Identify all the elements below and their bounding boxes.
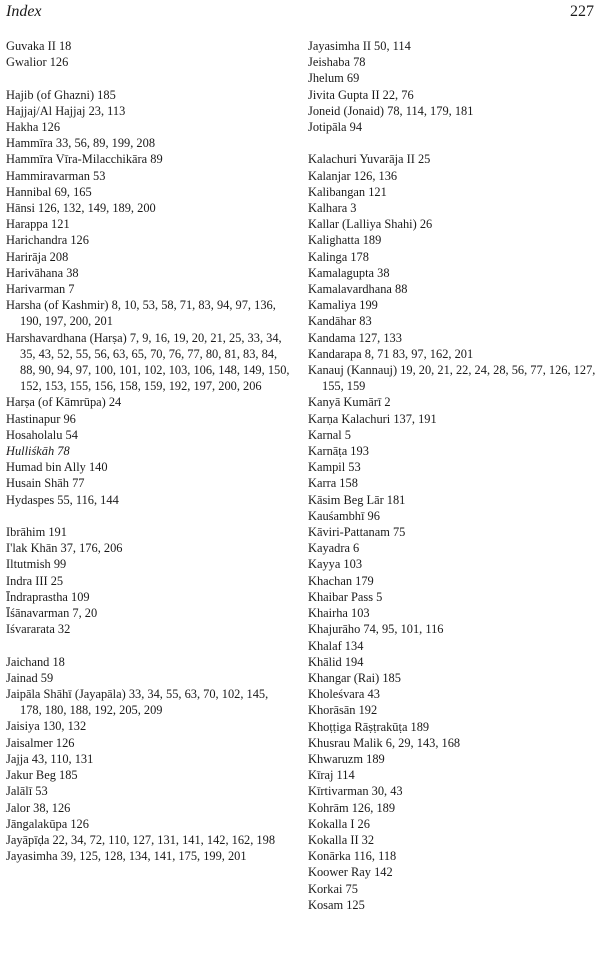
index-entry: Iśvararata 32 bbox=[6, 622, 71, 637]
index-entry: Hakha 126 bbox=[6, 120, 61, 134]
index-entry: Harivarman 7 bbox=[6, 282, 75, 297]
letter-group-gap bbox=[308, 135, 596, 151]
index-entry: Kokalla I 26 bbox=[308, 816, 370, 831]
index-entry: Kohrām 126, 189 bbox=[308, 800, 396, 815]
index-entry: Jotipāla 94 bbox=[308, 120, 363, 135]
index-entry: Hulliśkāh 78 bbox=[6, 444, 70, 459]
index-entry: Kalanjar 126, 136 bbox=[308, 168, 398, 183]
index-entry: Kosam 125 bbox=[308, 897, 365, 912]
index-entry: Jakur Beg 185 bbox=[6, 768, 78, 783]
index-entry: Hosaholalu 54 bbox=[6, 427, 78, 442]
index-entry: Hastinapur 96 bbox=[6, 411, 76, 426]
index-entry: Kīraj 114 bbox=[308, 768, 355, 783]
index-entry: Jaisiya 130, 132 bbox=[6, 719, 87, 734]
index-entry: Hydaspes 55, 116, 144 bbox=[6, 492, 119, 507]
running-head-title: Index bbox=[6, 3, 42, 20]
index-entry: Jayasimha II 50, 114 bbox=[308, 39, 411, 53]
index-entry: Kallar (Lalliya Shahi) 26 bbox=[308, 217, 433, 232]
letter-group-gap bbox=[6, 70, 290, 86]
index-entry: Jajja 43, 110, 131 bbox=[6, 751, 94, 766]
index-entry: Hammiravarman 53 bbox=[6, 168, 106, 183]
index-entry: Jeishaba 78 bbox=[308, 55, 366, 70]
index-entry: Khālid 194 bbox=[308, 654, 364, 669]
index-entry: Kauśambhī 96 bbox=[308, 508, 380, 523]
index-entry: Harsha (of Kashmir) 8, 10, 53, 58, 71, 83, 94, 97, 136, 190, 197, 200, 201 bbox=[6, 298, 276, 329]
index-entry: Kalinga 178 bbox=[308, 249, 369, 264]
index-entry: Jhelum 69 bbox=[308, 71, 360, 86]
index-column-right bbox=[308, 38, 596, 913]
index-entry: Jivita Gupta II 22, 76 bbox=[308, 87, 414, 102]
index-entry: Kandāhar 83 bbox=[308, 314, 372, 329]
index-entry: Karṇa Kalachuri 137, 191 bbox=[308, 411, 437, 426]
index-entry: Koower Ray 142 bbox=[308, 865, 393, 880]
index-entry: Kāsim Beg Lār 181 bbox=[308, 492, 406, 507]
index-entry: Kayadra 6 bbox=[308, 541, 360, 556]
index-entry: Harappa 121 bbox=[6, 217, 70, 232]
index-entry: Husain Shāh 77 bbox=[6, 476, 85, 491]
index-entry: Khairha 103 bbox=[308, 606, 370, 621]
index-entry: Gwalior 126 bbox=[6, 55, 69, 70]
index-entry: Jalor 38, 126 bbox=[6, 800, 71, 815]
index-entry: Karnāṭa 193 bbox=[308, 444, 369, 459]
index-entry: Īśānavarman 7, 20 bbox=[6, 606, 98, 621]
index-entry: Kalhara 3 bbox=[308, 201, 357, 216]
index-entry: Khaibar Pass 5 bbox=[308, 589, 383, 604]
index-entry: Hammīra 33, 56, 89, 199, 208 bbox=[6, 136, 156, 151]
index-entry: Harshavardhana (Harṣa) 7, 9, 16, 19, 20, 21, 25, 33, 34, 35, 43, 52, 55, 56, 63, 65, 70, 76, 77, 80, 81, 83, 84, 88, 90, 94, 97, 100, 101, 102, 103, 106, 148, 149, 150, 152, 153, 155, 156, 158, 159, 192, 197, 200, 206 bbox=[6, 330, 290, 394]
index-entry: Kamalavardhana 88 bbox=[308, 282, 408, 297]
index-entry: I'lak Khān 37, 176, 206 bbox=[6, 541, 123, 556]
index-entry: Khusrau Malik 6, 29, 143, 168 bbox=[308, 735, 461, 750]
index-entry: Kholeśvara 43 bbox=[308, 687, 380, 702]
index-entry: Korkai 75 bbox=[308, 881, 358, 896]
index-entry: Kanauj (Kannauj) 19, 20, 21, 22, 24, 28, 56, 77, 126, 127, 155, 159 bbox=[308, 363, 596, 394]
index-entry: Kāviri-Pattanam 75 bbox=[308, 525, 406, 540]
index-entry: Harivāhana 38 bbox=[6, 265, 79, 280]
page-number: 227 bbox=[570, 3, 594, 20]
index-entry: Kayya 103 bbox=[308, 557, 363, 572]
index-entry: Īndraprastha 109 bbox=[6, 589, 90, 604]
index-entry: Khangar (Rai) 185 bbox=[308, 670, 401, 685]
index-entry: Hannibal 69, 165 bbox=[6, 184, 92, 199]
index-entry: Khachan 179 bbox=[308, 573, 374, 588]
index-entry: Jalālī 53 bbox=[6, 784, 48, 799]
index-entry: Kandarapa 8, 71 83, 97, 162, 201 bbox=[308, 346, 474, 361]
index-entry: Jaichand 18 bbox=[6, 654, 65, 669]
index-entry: Kampil 53 bbox=[308, 460, 361, 475]
index-entry: Hajib (of Ghazni) 185 bbox=[6, 87, 116, 102]
index-entry: Jayasimha 39, 125, 128, 134, 141, 175, 199, 201 bbox=[6, 849, 247, 864]
index-entry: Kamaliya 199 bbox=[308, 298, 378, 313]
index-entry: Khajurāho 74, 95, 101, 116 bbox=[308, 622, 444, 637]
index-entry: Indra III 25 bbox=[6, 573, 64, 588]
index-entry: Kanyā Kumārī 2 bbox=[308, 395, 391, 410]
index-entry: Kamalagupta 38 bbox=[308, 265, 390, 280]
index-entry: Iltutmish 99 bbox=[6, 557, 67, 572]
index-entry: Kokalla II 32 bbox=[308, 832, 375, 847]
index-entry: Karra 158 bbox=[308, 476, 358, 491]
letter-group-gap bbox=[6, 508, 290, 524]
index-entry: Jainad 59 bbox=[6, 670, 54, 685]
index-entry: Jaisalmer 126 bbox=[6, 735, 75, 750]
index-entry: Khoṭṭiga Rāṣṭrakūṭa 189 bbox=[308, 719, 430, 734]
index-entry: Humad bin Ally 140 bbox=[6, 460, 108, 475]
index-entry: Kalighatta 189 bbox=[308, 233, 382, 248]
letter-group-gap bbox=[6, 637, 290, 653]
index-entry: Kandama 127, 133 bbox=[308, 330, 402, 345]
index-entry: Khwaruzm 189 bbox=[308, 751, 385, 766]
index-entry: Konārka 116, 118 bbox=[308, 849, 397, 864]
index-column-left bbox=[6, 38, 290, 864]
index-entry: Hammīra Vīra-Milacchikāra 89 bbox=[6, 152, 163, 167]
index-entry: Guvaka II 18 bbox=[6, 39, 72, 53]
index-entry: Karnal 5 bbox=[308, 427, 352, 442]
index-entry: Hajjaj/Al Hajjaj 23, 113 bbox=[6, 103, 126, 118]
index-entry: Hānsi 126, 132, 149, 189, 200 bbox=[6, 201, 156, 216]
index-entry: Ibrāhim 191 bbox=[6, 525, 67, 540]
index-entry: Khalaf 134 bbox=[308, 638, 364, 653]
index-entry: Harirāja 208 bbox=[6, 249, 69, 264]
index-entry: Harṣa (of Kāmrūpa) 24 bbox=[6, 395, 122, 410]
index-entry: Kalachuri Yuvarāja II 25 bbox=[308, 152, 431, 167]
index-entry: Kalibangan 121 bbox=[308, 184, 387, 199]
index-entry: Jaipāla Shāhī (Jayapāla) 33, 34, 55, 63, 70, 102, 145, 178, 180, 188, 192, 205, 209 bbox=[6, 687, 269, 718]
index-entry: Khorāsān 192 bbox=[308, 703, 378, 718]
index-entry: Harichandra 126 bbox=[6, 233, 89, 248]
index-entry: Jāngalakūpa 126 bbox=[6, 816, 89, 831]
index-entry: Kīrtivarman 30, 43 bbox=[308, 784, 403, 799]
index-entry: Jayāpīḍa 22, 34, 72, 110, 127, 131, 141, 142, 162, 198 bbox=[6, 832, 276, 847]
index-entry: Joneid (Jonaid) 78, 114, 179, 181 bbox=[308, 103, 474, 118]
